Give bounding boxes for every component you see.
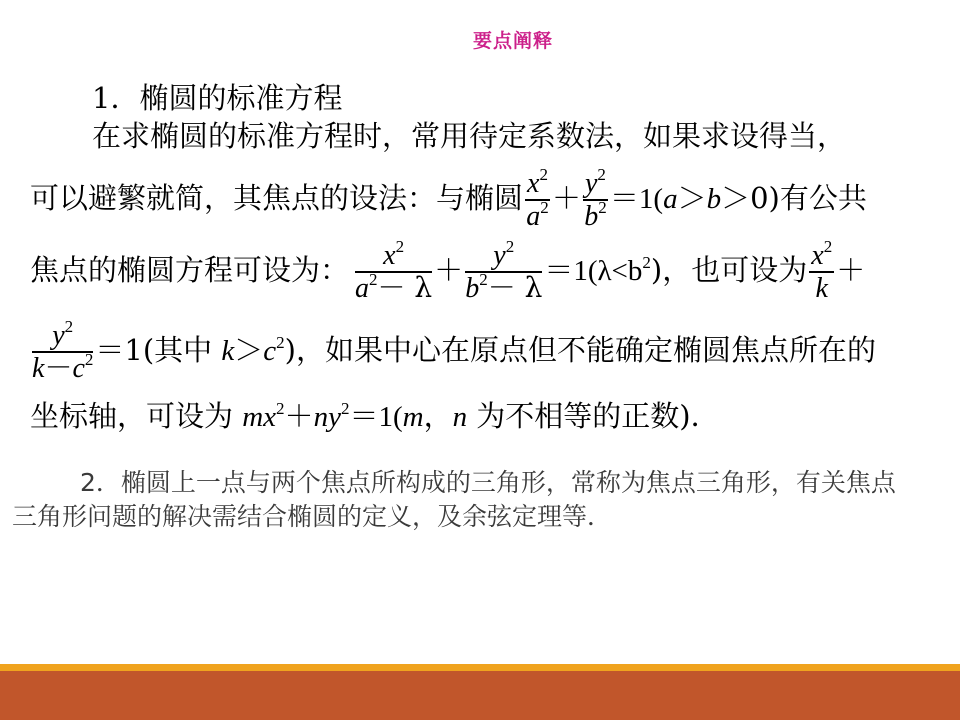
plus-sign: ＋: [434, 253, 464, 287]
equation-part: ＝1(: [609, 183, 664, 215]
section-heading: 1．椭圆的标准方程: [92, 81, 343, 115]
equation-part: ＝1(: [349, 401, 403, 433]
paragraph-line-4: $\frac{y^2}{k-c^2}$ ＝1(其中 $k>c^2$)，如果中心在原点但不能确定椭圆焦点所在的: [32, 317, 876, 384]
text-segment: )，如果中心在原点但不能确定椭圆焦点所在的: [284, 333, 876, 367]
fraction-x2-k: $\frac{x^2}{k}$: [811, 237, 833, 304]
equation-part: ＝1(其中: [95, 333, 222, 367]
paragraph-line-5: 坐标轴，可设为 $mx^2+ny^2=1(m$，n 为不相等的正数)．: [30, 399, 720, 433]
fraction-x2-a2-lambda: $\frac{x^2}{a^2- \lambda}$: [355, 237, 433, 304]
text-segment: 为不相等的正数)．: [467, 399, 720, 433]
footer-accent-bar: [0, 664, 960, 671]
fraction-x2-a2: $\frac{x^2}{a^2}$: [526, 165, 549, 232]
footer-bar: [0, 671, 960, 720]
plus-sign: ＋: [836, 253, 866, 287]
fraction-y2-b2: $\frac{y^2}{b^2}$: [584, 165, 607, 232]
text-segment: 坐标轴，可设为: [30, 399, 243, 433]
section-2-paragraph: 2．椭圆上一点与两个焦点所构成的三角形，常称为焦点三角形，有关焦点三角形问题的解决需结合椭圆的定义，及余弦定理等．: [12, 468, 896, 531]
equation-part: ＝1(λ<b: [544, 255, 643, 287]
paragraph-line-2: 可以避繁就简，其焦点的设法：与椭圆 $\frac{x^2}{a^2}$ ＋ $\frac{y^2}{b^2}$ ＝1(a＞b＞0)有公共: [30, 165, 867, 232]
paragraph-line-1: 在求椭圆的标准方程时，常用待定系数法，如果求设得当，: [92, 119, 847, 153]
plus-sign: ＋: [551, 181, 581, 215]
fraction-y2-b2-lambda: $\frac{y^2}{b^2- \lambda}$: [465, 237, 543, 304]
text-segment: 焦点的椭圆方程可设为：: [30, 253, 350, 287]
text-segment: 可以避繁就简，其焦点的设法：与椭圆: [30, 181, 524, 215]
slide-title: 要点阐释: [472, 30, 553, 52]
text-segment: )，也可设为: [650, 253, 808, 287]
paragraph-line-3: 焦点的椭圆方程可设为： $\frac{x^2}{a^2- \lambda}$ ＋ $\frac{y^2}{b^2- \lambda}$ $=1(\lambda<b^2)$，也可设为 $\frac{x^2}{k}$ ＋: [30, 237, 866, 304]
text-segment: ＞0)有公共: [721, 181, 867, 215]
fraction-y2-k-c2: $\frac{y^2}{k-c^2}$: [32, 317, 94, 384]
